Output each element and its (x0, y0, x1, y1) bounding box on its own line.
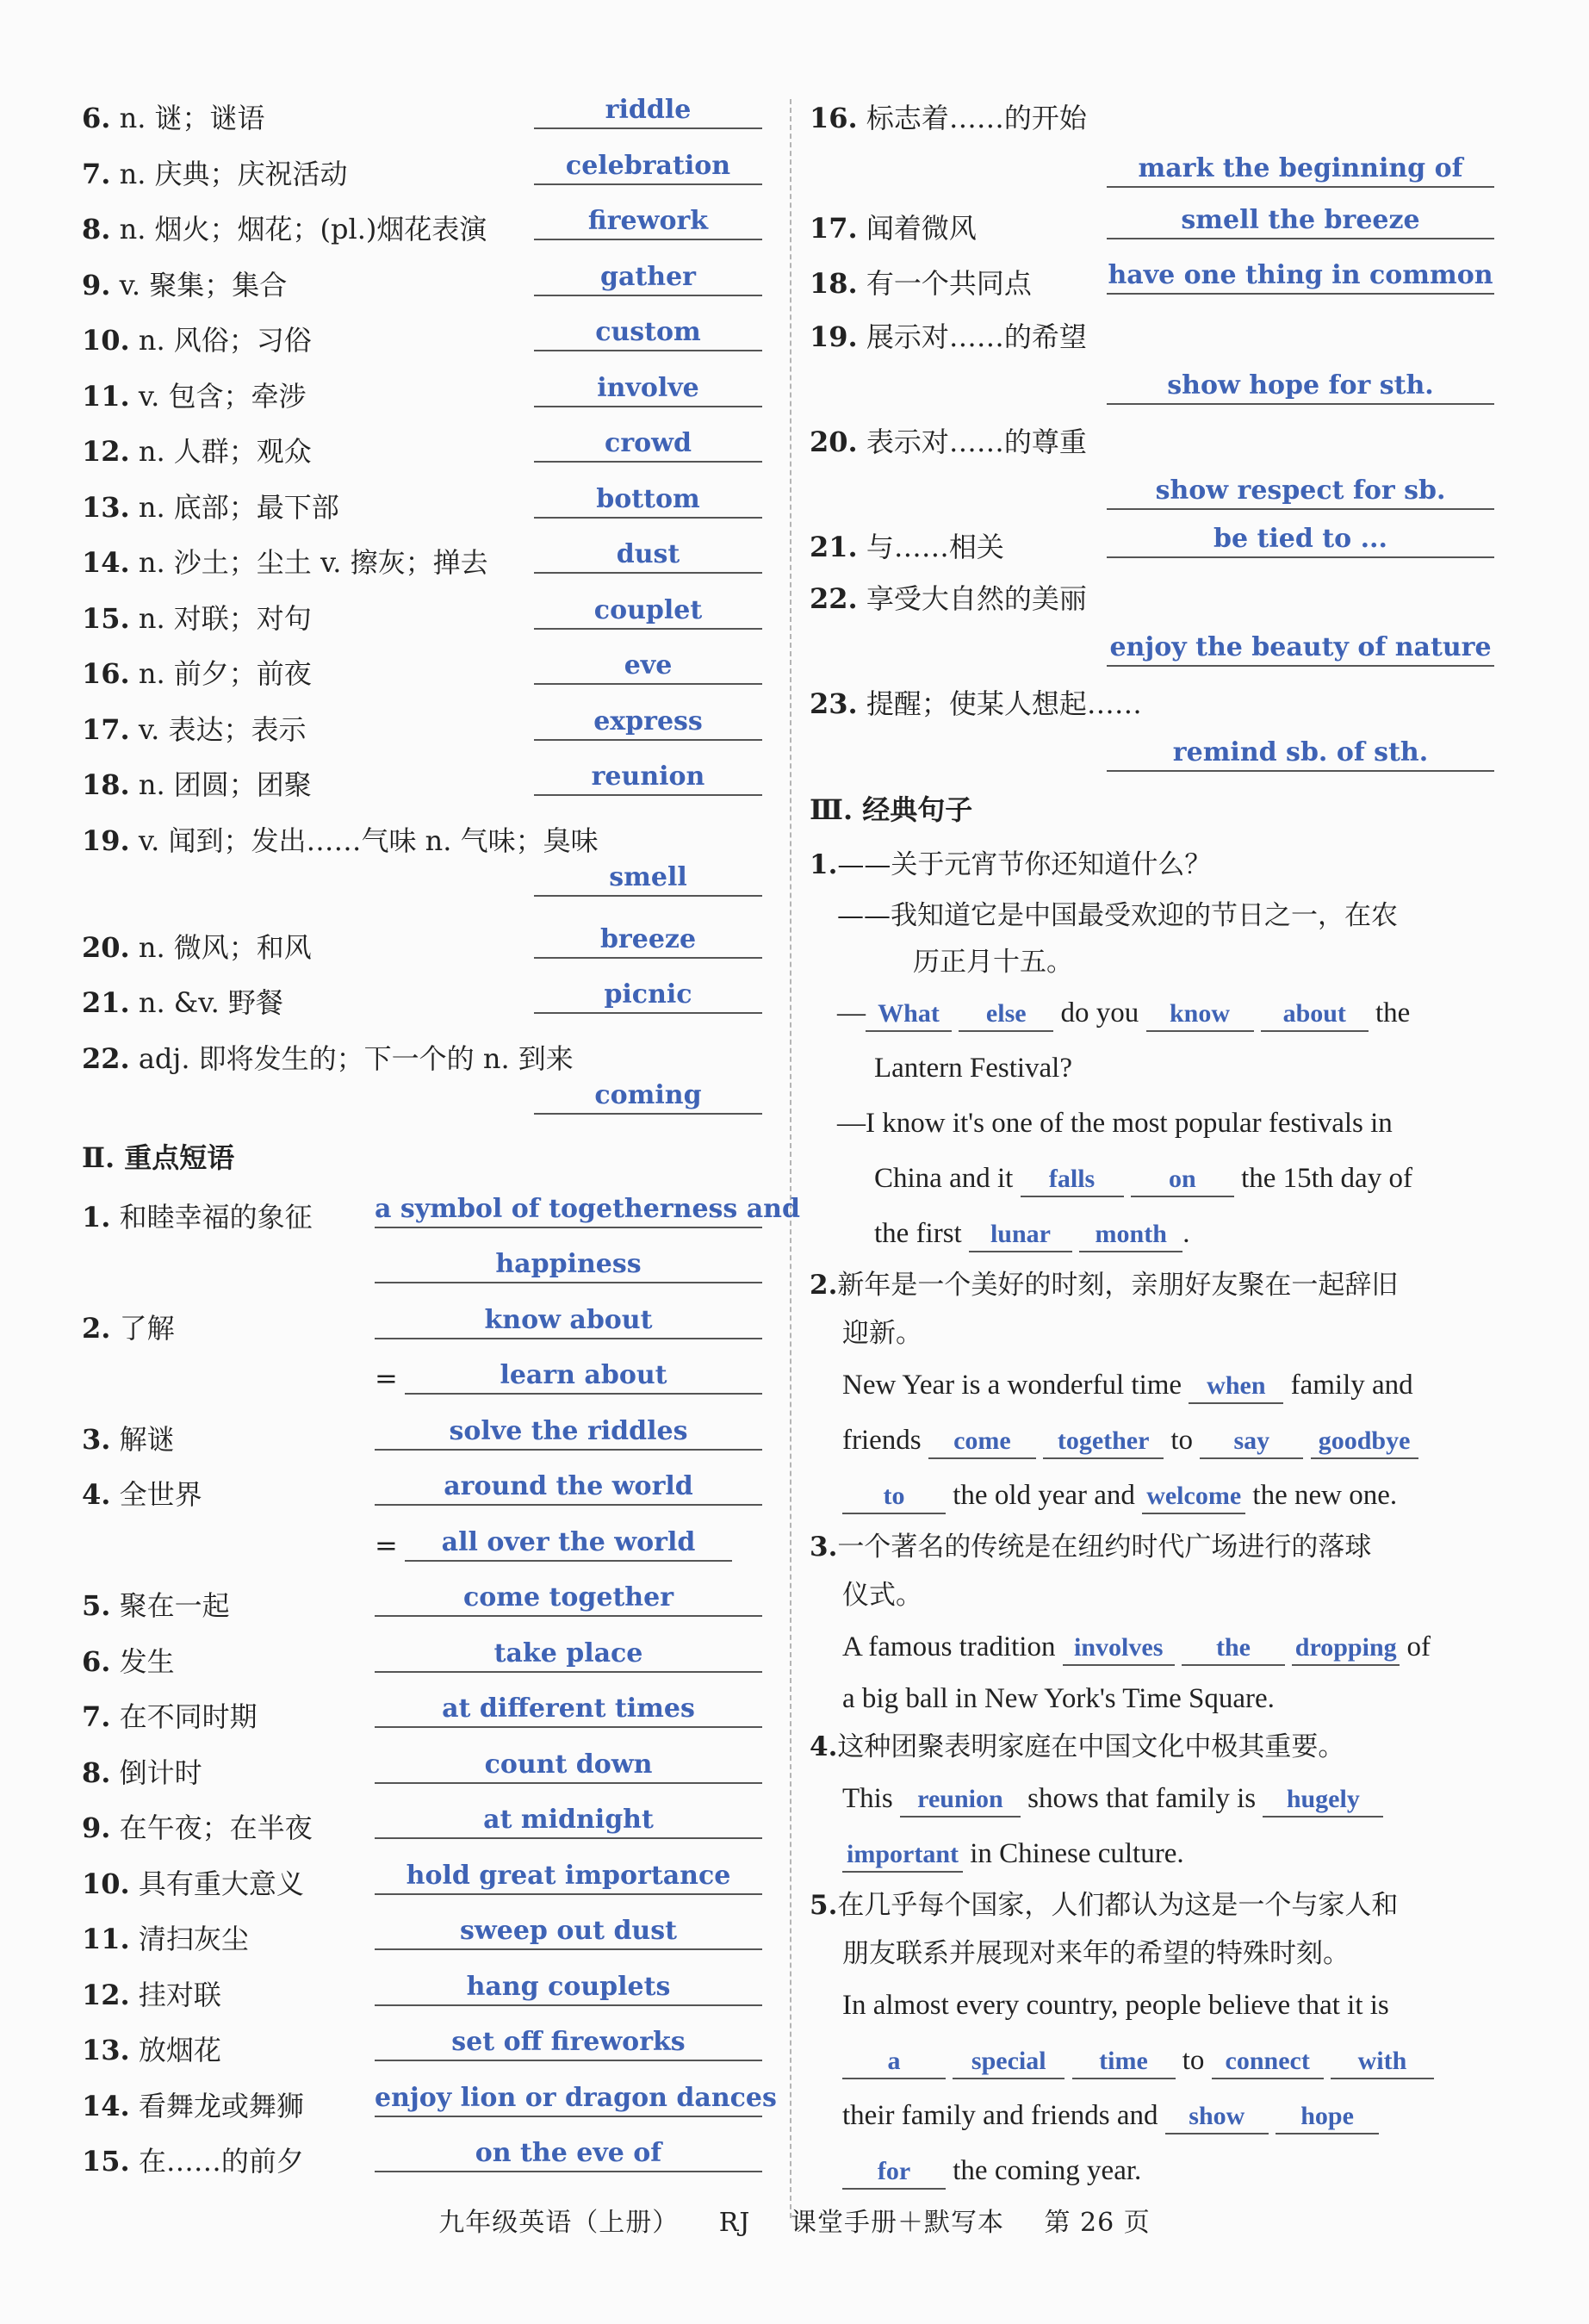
answer-blank: a (842, 2045, 946, 2079)
phrase-item: 16. 标志着……的开始 mark the beginning of (810, 86, 1499, 196)
answer-blank: riddle (534, 93, 762, 129)
vocab-item: 18. n. 团圆；团聚 reunion (82, 753, 767, 809)
answer-blank: dropping (1292, 1631, 1400, 1666)
vocab-item: 7. n. 庆典；庆祝活动 celebration (82, 142, 767, 198)
phrase-item: 20. 表示对……的尊重 show respect for sb. (810, 410, 1499, 515)
vocab-item: 19. v. 闻到；发出……气味 n. 气味；臭味 (82, 823, 599, 857)
vocab-item: 13. n. 底部；最下部 bottom (82, 475, 767, 531)
vocab-item: 16. n. 前夕；前夜 eve (82, 642, 767, 698)
phrase-item: 18. 有一个共同点 have one thing in common (810, 260, 1493, 300)
answer-blank: express (534, 705, 762, 741)
phrase-item: 15. 在……的前夕 on the eve of (82, 2129, 767, 2185)
answer-blank: hugely (1263, 1783, 1383, 1818)
vocab-item: 11. v. 包含；牵涉 involve (82, 364, 767, 420)
answer-blank: enjoy lion or dragon dances (375, 2081, 762, 2117)
phrase-item: 21. 与……相关 be tied to ... (810, 515, 1499, 567)
phrase-item: 3. 解谜 solve the riddles (82, 1407, 767, 1463)
vocab-item (82, 1077, 767, 1130)
phrase-item: 9. 在午夜；在半夜 at midnight (82, 1796, 767, 1852)
phrase-item: 22. 享受大自然的美丽 enjoy the beauty of nature (810, 567, 1499, 672)
left-column (82, 86, 800, 2185)
sentence-3: 3.一个著名的传统是在纽约时代广场进行的落球 仪式。 A famous tradition involves the dropping of a big ball in New York's Time Square. (810, 1532, 1431, 1714)
phrase-item: 23. 提醒；使某人想起…… remind sb. of sth. (810, 672, 1499, 777)
vocab-item (82, 861, 767, 916)
vocab-item: 14. n. 沙土；尘土 v. 擦灰；掸去 dust (82, 531, 767, 587)
footer-series: 课堂手册＋默写本 (790, 2208, 1004, 2238)
equals-sign: = (375, 1362, 398, 1395)
vocab-item: 17. v. 表达；表示 express (82, 698, 767, 754)
answer-blank: show respect for sb. (1107, 474, 1494, 510)
answer-blank: happiness (375, 1247, 762, 1283)
answer-blank: hope (1276, 2100, 1379, 2134)
answer-blank: picnic (534, 978, 762, 1014)
answer-blank: goodbye (1311, 1425, 1418, 1459)
vocab-item: 12. n. 人群；观众 crowd (82, 419, 767, 475)
answer-blank: smell the breeze (1107, 203, 1494, 239)
answer-blank: take place (375, 1637, 762, 1673)
answer-blank: gather (534, 260, 762, 296)
answer-blank: connect (1212, 2045, 1324, 2079)
section-heading-sentences: Ⅲ. 经典句子 (810, 793, 973, 826)
phrase-item: 1. 和睦幸福的象征 a symbol of togetherness and (82, 1193, 800, 1233)
page-footer (0, 2201, 1589, 2239)
answer-blank: come together (375, 1581, 762, 1617)
answer-blank: enjoy the beauty of nature (1107, 631, 1494, 667)
phrase-item: 12. 挂对联 hang couplets (82, 1963, 767, 2019)
answer-blank: learn about (405, 1358, 762, 1395)
answer-blank: solve the riddles (375, 1414, 762, 1451)
answer-blank: reunion (534, 760, 762, 796)
answer-blank: couplet (534, 593, 762, 630)
vocab-item: 22. adj. 即将发生的；下一个的 n. 到来 (82, 1041, 574, 1075)
answer-blank: important (842, 1838, 963, 1873)
answer-blank: coming (534, 1078, 762, 1115)
sentence-4: 4.这种团聚表明家庭在中国文化中极其重要。 This reunion shows that family is hugely important in Chinese culture. (810, 1723, 1499, 1881)
answer-blank: for (842, 2155, 946, 2190)
phrase-item (82, 1352, 767, 1407)
phrase-item: 8. 倒计时 count down (82, 1741, 767, 1797)
vocab-list (82, 86, 767, 809)
answer-blank: show (1165, 2100, 1269, 2134)
answer-blank: involve (534, 371, 762, 407)
answer-blank: breeze (534, 923, 762, 959)
answer-blank: know (1146, 997, 1254, 1032)
footer-book-title: 九年级英语（上册） (438, 2208, 680, 2238)
answer-blank: eve (534, 649, 762, 685)
answer-blank: time (1072, 2045, 1176, 2079)
answer-blank: welcome (1142, 1480, 1245, 1514)
answer-blank: else (959, 997, 1053, 1032)
answer-blank: firework (534, 204, 762, 240)
section-heading-phrases: Ⅱ. 重点短语 (82, 1140, 235, 1174)
answer-blank: about (1261, 997, 1369, 1032)
answer-blank: falls (1021, 1163, 1124, 1197)
answer-blank: What (866, 997, 952, 1032)
phrase-list (82, 1574, 777, 2185)
phrase-item: 13. 放烟花 set off fireworks (82, 2018, 767, 2074)
answer-blank: on the eve of (375, 2136, 762, 2172)
vocab-item: 15. n. 对联；对句 couplet (82, 587, 767, 643)
answer-blank: smell (534, 861, 762, 897)
answer-blank: at midnight (375, 1803, 762, 1839)
answer-blank: month (1079, 1218, 1182, 1252)
answer-blank: special (953, 2045, 1065, 2079)
answer-blank: celebration (534, 149, 762, 185)
answer-blank: all over the world (405, 1526, 732, 1562)
answer-blank: together (1043, 1425, 1164, 1459)
footer-edition: RJ (718, 2208, 751, 2238)
right-column (810, 86, 1499, 2198)
answer-blank: when (1189, 1370, 1283, 1404)
answer-blank: sweep out dust (375, 1914, 762, 1950)
equals-sign: = (375, 1528, 398, 1562)
answer-blank: reunion (900, 1783, 1021, 1818)
phrase-item: 2. 了解 know about (82, 1296, 767, 1352)
answer-blank: hang couplets (375, 1970, 762, 2006)
answer-blank: remind sb. of sth. (1107, 736, 1494, 772)
answer-blank: lunar (969, 1218, 1072, 1252)
phrase-item: 17. 闻着微风 smell the breeze (810, 196, 1499, 252)
vocab-item: 9. v. 聚集；集合 gather (82, 253, 767, 309)
sentence-2: 2.新年是一个美好的时刻，亲朋好友聚在一起辞旧 迎新。 New Year is a wonderful time when family and friends come together to say goodbye to the old year and welcome the new one. (810, 1261, 1499, 1523)
phrase-item: 6. 发生 take place (82, 1630, 767, 1686)
vocab-item: 10. n. 风俗；习俗 custom (82, 308, 767, 364)
column-divider (790, 99, 791, 2218)
answer-blank: mark the beginning of (1107, 152, 1494, 188)
phrase-item: 14. 看舞龙或舞狮 enjoy lion or dragon dances (82, 2082, 777, 2122)
answer-blank: be tied to ... (1107, 522, 1494, 558)
phrase-item: 7. 在不同时期 at different times (82, 1685, 767, 1741)
answer-blank: crowd (534, 426, 762, 463)
footer-page-number: 第 26 页 (1044, 2208, 1151, 2238)
answer-blank: a symbol of togetherness and (375, 1192, 762, 1228)
answer-blank: at different times (375, 1692, 762, 1728)
answer-blank: the (1182, 1631, 1285, 1666)
answer-blank: come (928, 1425, 1036, 1459)
vocab-item: 21. n. &v. 野餐 picnic (82, 971, 767, 1027)
answer-blank: custom (534, 315, 762, 351)
phrase-item: 19. 展示对……的希望 show hope for sth. (810, 305, 1499, 410)
phrase-item: 5. 聚在一起 come together (82, 1574, 767, 1630)
sentence-5: 5.在几乎每个国家，人们都认为这是一个与家人和 朋友联系并展现对来年的希望的特殊时刻。 In almost every country, people believe that it is a special time to connect with their family and friends and show hope for the coming year. (810, 1881, 1499, 2198)
answer-blank: bottom (534, 482, 762, 519)
vocab-item: 8. n. 烟火；烟花；(pl.)烟花表演 firework (82, 197, 767, 253)
phrase-item: 4. 全世界 around the world (82, 1463, 767, 1519)
answer-blank: around the world (375, 1470, 762, 1506)
vocab-item: 6. n. 谜；谜语 riddle (82, 86, 767, 142)
answer-blank: count down (375, 1748, 762, 1784)
answer-blank: involves (1063, 1631, 1175, 1666)
answer-blank: say (1200, 1425, 1303, 1459)
answer-blank: with (1331, 2045, 1434, 2079)
answer-blank: know about (375, 1303, 762, 1339)
phrase-item: 10. 具有重大意义 hold great importance (82, 1852, 767, 1908)
answer-blank: to (842, 1480, 946, 1514)
phrase-item: 11. 清扫灰尘 sweep out dust (82, 1907, 767, 1963)
answer-blank: dust (534, 538, 762, 574)
answer-blank: set off fireworks (375, 2025, 762, 2061)
sentence-1: 1.——关于元宵节你还知道什么？ ——我知道它是中国最受欢迎的节日之一，在农 历正月十五。 — What else do you know about the Lantern Festival? —I know it's one of the most popular festivals in China and it falls on the 15th day of the first lunar month . (810, 837, 1499, 1261)
answer-blank: on (1131, 1163, 1234, 1197)
answer-blank: hold great importance (375, 1859, 762, 1895)
answer-blank: have one thing in common (1107, 258, 1494, 295)
phrase-item (82, 1240, 767, 1296)
vocab-item: 20. n. 微风；和风 breeze (82, 916, 767, 972)
phrase-item (82, 1519, 767, 1575)
answer-blank: show hope for sth. (1107, 369, 1494, 405)
